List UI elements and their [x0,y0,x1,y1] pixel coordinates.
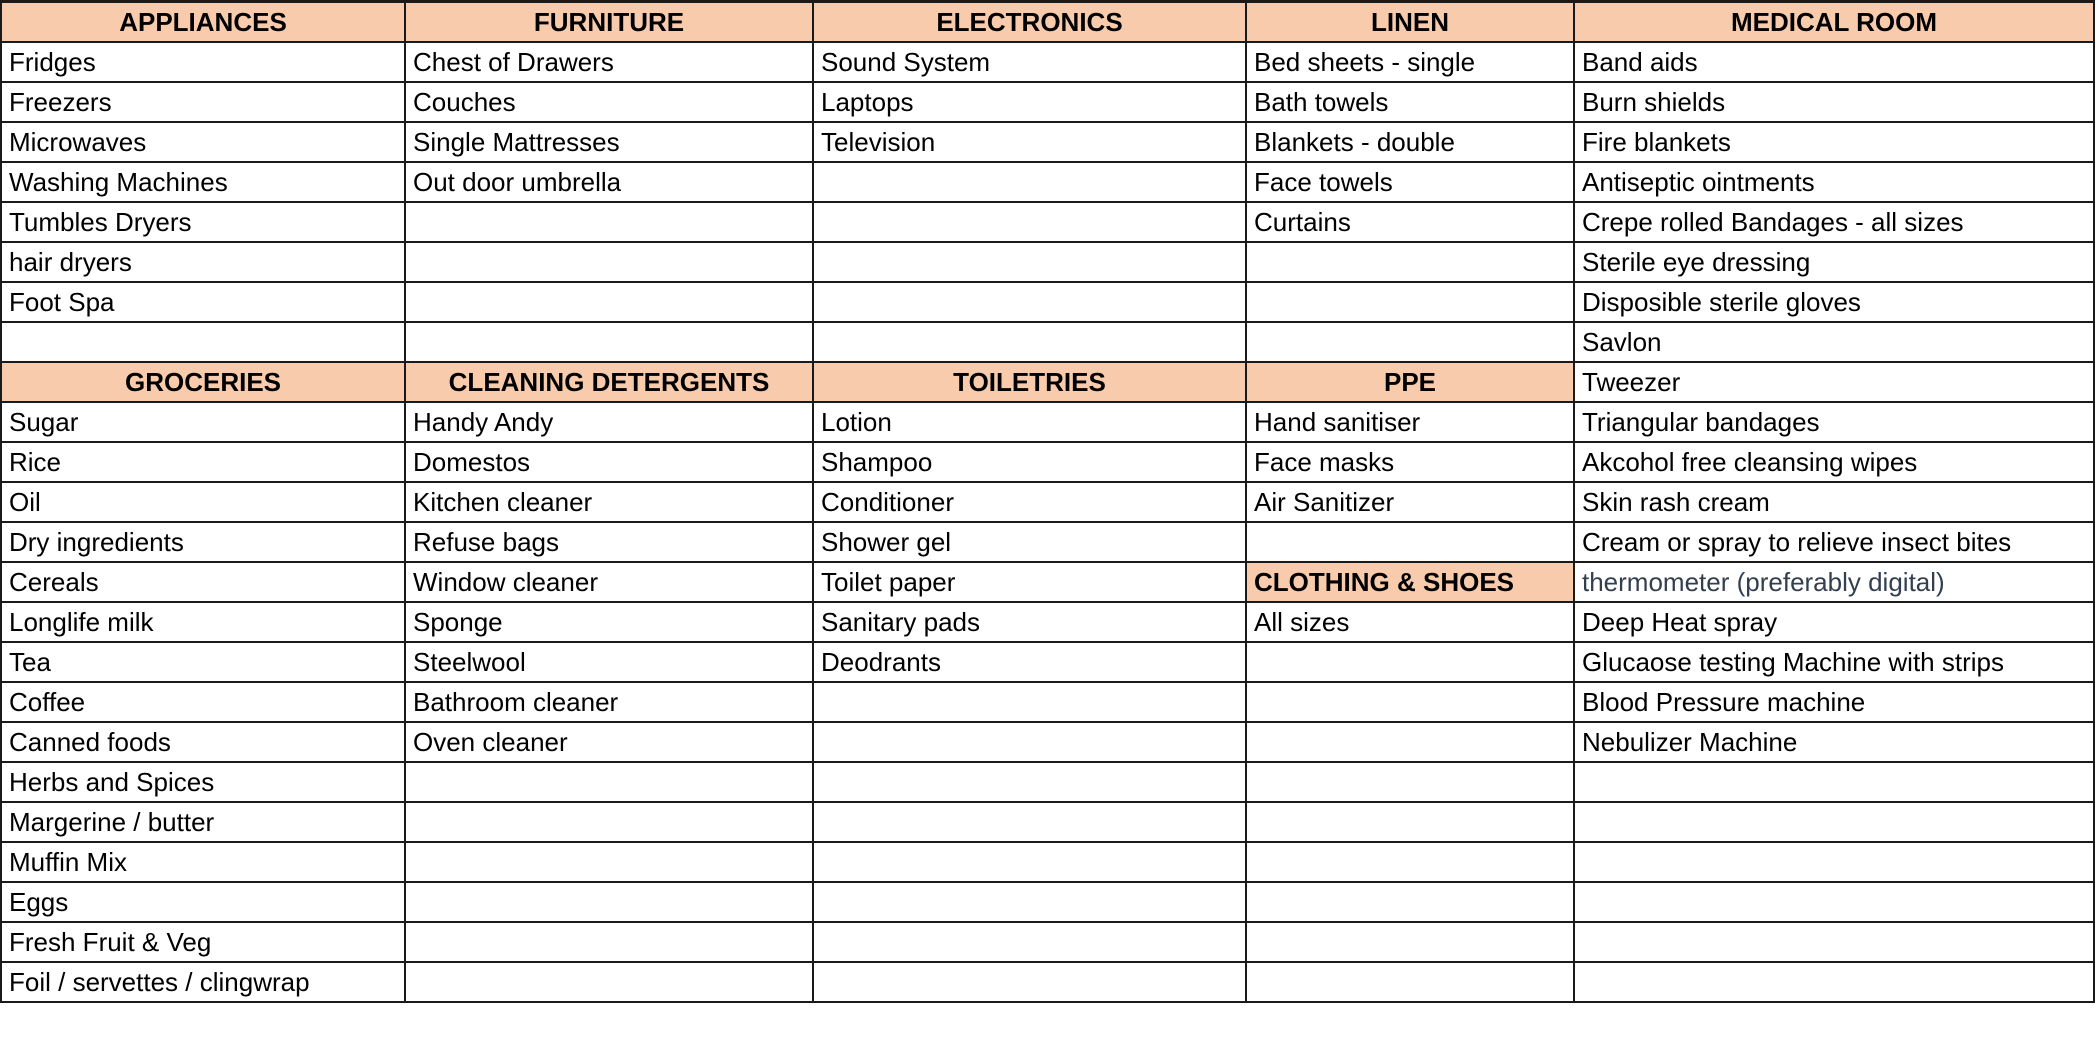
table-cell-col-1[interactable]: Coffee [1,682,405,722]
table-cell-col-3[interactable]: Shampoo [813,442,1246,482]
table-cell-col-1[interactable]: Rice [1,442,405,482]
table-cell-col-5[interactable]: Nebulizer Machine [1574,722,2094,762]
table-cell-col-1[interactable]: Dry ingredients [1,522,405,562]
table-cell-col-1[interactable]: Longlife milk [1,602,405,642]
table-cell-col-3[interactable]: Toilet paper [813,562,1246,602]
table-cell-col-4[interactable]: Face masks [1246,442,1574,482]
table-cell-col-3[interactable] [813,202,1246,242]
table-cell-col-2[interactable]: Handy Andy [405,402,813,442]
table-cell-col-4[interactable] [1246,242,1574,282]
table-cell-col-5[interactable]: Skin rash cream [1574,482,2094,522]
category-header[interactable]: CLOTHING & SHOES [1246,562,1574,602]
table-row [1,442,2094,482]
table-cell-col-5[interactable] [1574,762,2094,802]
table-cell-col-1[interactable]: Tumbles Dryers [1,202,405,242]
table-cell-col-2[interactable]: Chest of Drawers [405,42,813,82]
table-row [1,82,2094,122]
table-cell-col-5[interactable]: Burn shields [1574,82,2094,122]
table-cell-col-5[interactable]: Triangular bandages [1574,402,2094,442]
table-cell-col-5[interactable]: Savlon [1574,322,2094,362]
category-header[interactable]: GROCERIES [1,362,405,402]
table-cell-col-5[interactable]: Deep Heat spray [1574,602,2094,642]
table-cell-col-5[interactable] [1574,842,2094,882]
table-cell-col-1[interactable]: Muffin Mix [1,842,405,882]
table-cell-col-1[interactable]: Margerine / butter [1,802,405,842]
table-cell-col-3[interactable]: Deodrants [813,642,1246,682]
table-cell-col-3[interactable] [813,762,1246,802]
table-row [1,642,2094,682]
table-cell-col-1[interactable]: Tea [1,642,405,682]
table-cell-col-3[interactable]: Lotion [813,402,1246,442]
table-cell-col-3[interactable] [813,322,1246,362]
table-row [1,402,2094,442]
table-cell-col-2[interactable]: Couches [405,82,813,122]
table-row [1,242,2094,282]
table-cell-col-2[interactable]: Sponge [405,602,813,642]
table-cell-col-5[interactable]: Tweezer [1574,362,2094,402]
category-header[interactable]: LINEN [1246,2,1574,42]
table-cell-col-5[interactable]: Glucaose testing Machine with strips [1574,642,2094,682]
table-cell-col-3[interactable] [813,162,1246,202]
table-cell-col-4[interactable]: All sizes [1246,602,1574,642]
table-cell-col-1[interactable]: Freezers [1,82,405,122]
table-cell-col-3[interactable] [813,842,1246,882]
table-cell-col-2[interactable] [405,922,813,962]
table-row [1,562,2094,602]
table-row [1,282,2094,322]
table-cell-col-3[interactable] [813,962,1246,1002]
table-cell-col-3[interactable] [813,882,1246,922]
table-row [1,722,2094,762]
table-cell-col-4[interactable]: Air Sanitizer [1246,482,1574,522]
table-cell-col-2[interactable]: Oven cleaner [405,722,813,762]
table-cell-col-3[interactable] [813,242,1246,282]
table-cell-col-1[interactable]: Washing Machines [1,162,405,202]
header-row-top [1,2,2094,42]
table-row [1,162,2094,202]
category-header[interactable]: MEDICAL ROOM [1574,2,2094,42]
table-row [1,482,2094,522]
table-cell-col-4[interactable]: Bath towels [1246,82,1574,122]
table-cell-col-2[interactable]: Single Mattresses [405,122,813,162]
table-cell-col-5[interactable] [1574,882,2094,922]
table-cell-col-1[interactable]: Foot Spa [1,282,405,322]
table-cell-col-4[interactable] [1246,282,1574,322]
table-cell-col-5[interactable] [1574,962,2094,1002]
table-cell-col-2[interactable] [405,242,813,282]
table-cell-col-4[interactable] [1246,522,1574,562]
table-cell-col-4[interactable] [1246,322,1574,362]
table-cell-col-2[interactable] [405,202,813,242]
table-cell-col-4[interactable]: Face towels [1246,162,1574,202]
category-header[interactable]: ELECTRONICS [813,2,1246,42]
table-cell-col-1[interactable]: Canned foods [1,722,405,762]
table-cell-col-5[interactable]: Antiseptic ointments [1574,162,2094,202]
table-cell-col-4[interactable]: Bed sheets - single [1246,42,1574,82]
table-cell-col-3[interactable] [813,922,1246,962]
table-cell-col-3[interactable] [813,282,1246,322]
table-cell-col-2[interactable]: Steelwool [405,642,813,682]
table-row [1,602,2094,642]
table-cell-col-2[interactable] [405,802,813,842]
table-row [1,882,2094,922]
table-cell-col-5[interactable]: Fire blankets [1574,122,2094,162]
table-cell-col-5[interactable] [1574,802,2094,842]
table-cell-col-2[interactable] [405,882,813,922]
table-cell-col-2[interactable]: Kitchen cleaner [405,482,813,522]
table-cell-col-2[interactable]: Window cleaner [405,562,813,602]
table-cell-col-3[interactable] [813,722,1246,762]
table-cell-col-1[interactable]: Cereals [1,562,405,602]
table-cell-col-1[interactable]: Fresh Fruit & Veg [1,922,405,962]
category-header[interactable]: FURNITURE [405,2,813,42]
table-cell-col-2[interactable]: Bathroom cleaner [405,682,813,722]
table-cell-col-3[interactable]: Sound System [813,42,1246,82]
table-cell-col-1[interactable]: Eggs [1,882,405,922]
table-cell-col-3[interactable]: Conditioner [813,482,1246,522]
table-row [1,322,2094,362]
table-row [1,922,2094,962]
table-cell-col-4[interactable] [1246,962,1574,1002]
table-cell-col-5[interactable]: Crepe rolled Bandages - all sizes [1574,202,2094,242]
table-cell-col-5[interactable]: Disposible sterile gloves [1574,282,2094,322]
table-cell-col-4[interactable] [1246,922,1574,962]
table-cell-col-3[interactable]: Shower gel [813,522,1246,562]
table-row [1,962,2094,1002]
table-row [1,762,2094,802]
table-cell-col-1[interactable]: Oil [1,482,405,522]
table-cell-col-2[interactable] [405,322,813,362]
table-cell-col-3[interactable] [813,802,1246,842]
table-cell-col-4[interactable]: Blankets - double [1246,122,1574,162]
table-cell-col-3[interactable]: Sanitary pads [813,602,1246,642]
table-cell-col-4[interactable] [1246,762,1574,802]
table-cell-col-2[interactable]: Domestos [405,442,813,482]
table-cell-col-1[interactable] [1,322,405,362]
table-cell-col-1[interactable]: Foil / servettes / clingwrap [1,962,405,1002]
table-row [1,842,2094,882]
header-row-bottom [1,362,2094,402]
table-row [1,202,2094,242]
table-cell-col-3[interactable]: Laptops [813,82,1246,122]
table-row [1,42,2094,82]
table-cell-col-1[interactable]: Sugar [1,402,405,442]
table-cell-col-5[interactable] [1574,922,2094,962]
table-cell-col-4[interactable]: Hand sanitiser [1246,402,1574,442]
table-cell-col-2[interactable]: Refuse bags [405,522,813,562]
table-cell-col-1[interactable]: Microwaves [1,122,405,162]
table-cell-col-4[interactable] [1246,642,1574,682]
table-cell-col-1[interactable]: Fridges [1,42,405,82]
table-cell-col-2[interactable] [405,842,813,882]
table-row [1,682,2094,722]
table-cell-col-4[interactable] [1246,882,1574,922]
category-header[interactable]: TOILETRIES [813,362,1246,402]
table-row [1,122,2094,162]
table-cell-col-1[interactable]: hair dryers [1,242,405,282]
table-cell-col-2[interactable] [405,282,813,322]
table-cell-col-4[interactable] [1246,842,1574,882]
table-cell-col-2[interactable] [405,762,813,802]
table-cell-col-1[interactable]: Herbs and Spices [1,762,405,802]
category-header[interactable]: CLEANING DETERGENTS [405,362,813,402]
category-header[interactable]: APPLIANCES [1,2,405,42]
table-row [1,522,2094,562]
table-cell-col-4[interactable] [1246,802,1574,842]
table-cell-col-4[interactable] [1246,682,1574,722]
table-cell-col-4[interactable]: Curtains [1246,202,1574,242]
table-cell-col-5[interactable]: Akcohol free cleansing wipes [1574,442,2094,482]
table-cell-col-5[interactable]: Cream or spray to relieve insect bites [1574,522,2094,562]
table-cell-col-3[interactable]: Television [813,122,1246,162]
table-cell-col-5[interactable]: Sterile eye dressing [1574,242,2094,282]
table-cell-col-5[interactable]: thermometer (preferably digital) [1574,562,2094,602]
table-cell-col-4[interactable] [1246,722,1574,762]
table-cell-col-2[interactable]: Out door umbrella [405,162,813,202]
table-cell-col-2[interactable] [405,962,813,1002]
table-cell-col-5[interactable]: Blood Pressure machine [1574,682,2094,722]
table-cell-col-3[interactable] [813,682,1246,722]
category-header[interactable]: PPE [1246,362,1574,402]
table-cell-col-5[interactable]: Band aids [1574,42,2094,82]
table-row [1,802,2094,842]
